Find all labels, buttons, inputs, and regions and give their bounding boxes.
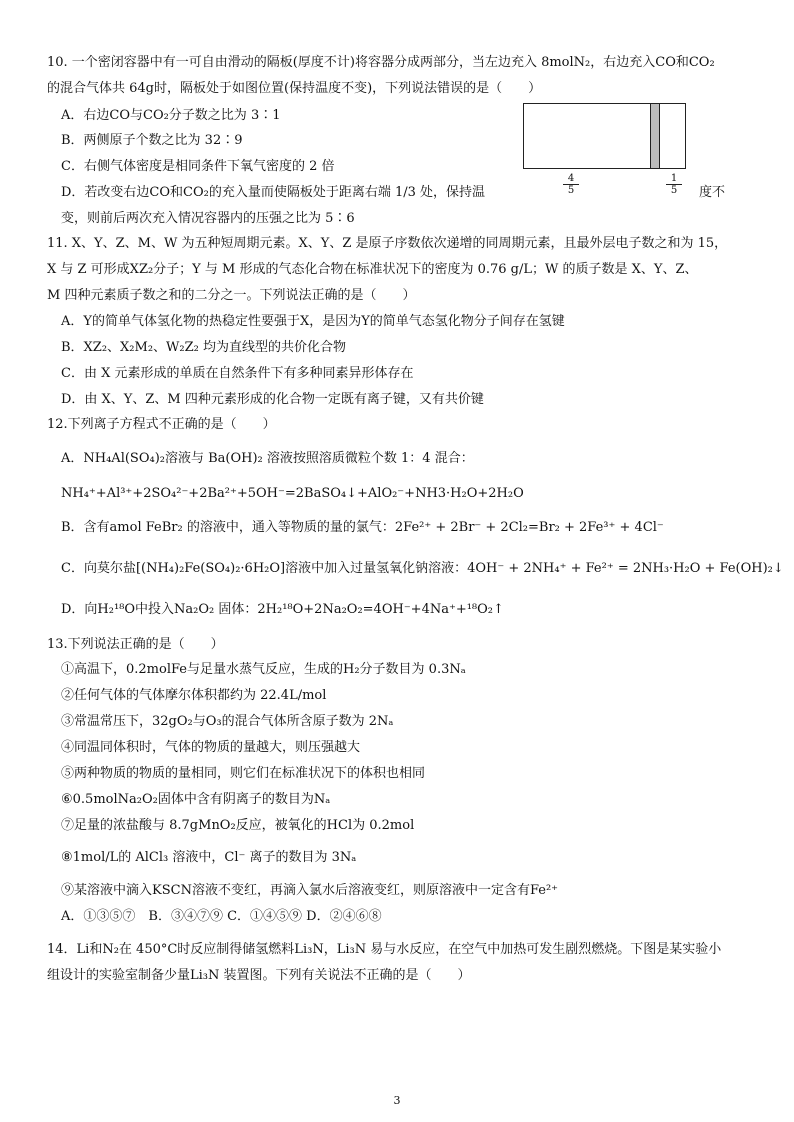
- q13-options: A．①③⑤⑦ B．③④⑦⑨ C．①④⑤⑨ D．②④⑥⑧: [61, 909, 382, 924]
- left-fraction-numerator: 4: [563, 173, 579, 185]
- right-fraction: [666, 173, 682, 196]
- sliding-partition: [650, 104, 660, 168]
- q12-option-a-line1: A．NH₄Al(SO₄)₂溶液与 Ba(OH)₂ 溶液按照溶质微粒个数 1：4 混合：: [61, 451, 474, 466]
- right-fraction-denominator: 5: [670, 185, 678, 196]
- q13-item: ⑥0.5molNa₂O₂固体中含有阴离子的数目为Nₐ: [61, 792, 331, 807]
- q13-item: ④同温同体积时，气体的物质的量越大，则压强越大: [61, 740, 361, 755]
- q11-option-d: D．由 X、Y、Z、M 四种元素形成的化合物一定既有离子键，又有共价键: [61, 392, 484, 407]
- q12-option-a-line2: NH₄⁺+Al³⁺+2SO₄²⁻+2Ba²⁺+5OH⁻=2BaSO₄↓+AlO₂⁻+NH3·H₂O+2H₂O: [61, 486, 524, 501]
- q10-option-a: A．右边CO与CO₂分子数之比为 3∶1: [61, 108, 281, 123]
- left-fraction-denominator: 5: [567, 185, 575, 196]
- q14-stem-line1: 14．Li和N₂在 450°C时反应制得储氢燃料Li₃N，Li₃N 易与水反应，在空气中加热可发生剧烈燃烧。下图是某实验小: [47, 942, 722, 957]
- q13-stem: 13.下列说法正确的是（ ）: [47, 637, 224, 652]
- q10-option-c: C．右侧气体密度是相同条件下氧气密度的 2 倍: [61, 159, 335, 174]
- right-fraction-numerator: 1: [666, 173, 682, 185]
- q10-stem-line2: 的混合气体共 64g时，隔板处于如图位置(保持温度不变)，下列说法错误的是（ ）: [47, 81, 542, 96]
- q13-item: ③常温常压下，32gO₂与O₃的混合气体所含原子数为 2Nₐ: [61, 714, 394, 729]
- q10-option-d-tail: 度不: [699, 185, 726, 200]
- q13-item: ⑨某溶液中滴入KSCN溶液不变红，再滴入氯水后溶液变红，则原溶液中一定含有Fe²⁺: [61, 883, 559, 898]
- q13-item: ①高温下，0.2molFe与足量水蒸气反应，生成的H₂分子数目为 0.3Nₐ: [61, 662, 466, 677]
- q11-stem-line2: X 与 Z 可形成XZ₂分子；Y 与 M 形成的气态化合物在标准状况下的密度为 0.76 g/L；W 的质子数是 X、Y、Z、: [47, 262, 698, 277]
- q12-option-d: D．向H₂¹⁸O中投入Na₂O₂ 固体：2H₂¹⁸O+2Na₂O₂=4OH⁻+4Na⁺+¹⁸O₂↑: [61, 602, 504, 617]
- page-number: 3: [393, 1094, 401, 1107]
- container-diagram: [523, 103, 686, 169]
- q10-option-d-line2: 变，则前后两次充入情况容器内的压强之比为 5∶6: [61, 211, 355, 226]
- q11-option-c: C．由 X 元素形成的单质在自然条件下有多种同素异形体存在: [61, 366, 414, 381]
- q12-option-c: C．向莫尔盐[(NH₄)₂Fe(SO₄)₂·6H₂O]溶液中加入过量氢氧化钠溶液：4OH⁻ + 2NH₄⁺ + Fe²⁺ = 2NH₃·H₂O + Fe(OH)₂↓: [61, 561, 784, 576]
- q11-option-a: A．Y的简单气体氢化物的热稳定性要强于X，是因为Y的简单气态氢化物分子间存在氢键: [61, 314, 565, 329]
- q11-stem-line1: 11. X、Y、Z、M、W 为五种短周期元素。X、Y、Z 是原子序数依次递增的同周期元素，且最外层电子数之和为 15，: [47, 236, 728, 251]
- q10-stem-line1: 10. 一个密闭容器中有一可自由滑动的隔板(厚度不计)将容器分成两部分，当左边充入 8molN₂，右边充入CO和CO₂: [47, 55, 715, 70]
- q11-option-b: B．XZ₂、X₂M₂、W₂Z₂ 均为直线型的共价化合物: [61, 340, 346, 355]
- q10-option-d-line1: D．若改变右边CO和CO₂的充入量而使隔板处于距离右端 1/3 处，保持温: [61, 185, 486, 200]
- left-fraction: [563, 173, 579, 196]
- q11-stem-line3: M 四种元素质子数之和的二分之一。下列说法正确的是（ ）: [47, 288, 416, 303]
- q12-stem: 12.下列离子方程式不正确的是（ ）: [47, 417, 276, 432]
- q13-item: ②任何气体的气体摩尔体积都约为 22.4L/mol: [61, 688, 327, 703]
- q14-stem-line2: 组设计的实验室制备少量Li₃N 装置图。下列有关说法不正确的是（ ）: [47, 968, 471, 983]
- q13-item: ⑦足量的浓盐酸与 8.7gMnO₂反应，被氧化的HCl为 0.2mol: [61, 818, 415, 833]
- q13-item: ⑤两种物质的物质的量相同，则它们在标准状况下的体积也相同: [61, 766, 426, 781]
- q10-option-b: B．两侧原子个数之比为 32∶9: [61, 133, 243, 148]
- q12-option-b: B．含有amol FeBr₂ 的溶液中，通入等物质的量的氯气：2Fe²⁺ + 2Br⁻ + 2Cl₂=Br₂ + 2Fe³⁺ + 4Cl⁻: [61, 520, 664, 535]
- q13-item: ⑧1mol/L的 AlCl₃ 溶液中，Cl⁻ 离子的数目为 3Nₐ: [61, 850, 357, 865]
